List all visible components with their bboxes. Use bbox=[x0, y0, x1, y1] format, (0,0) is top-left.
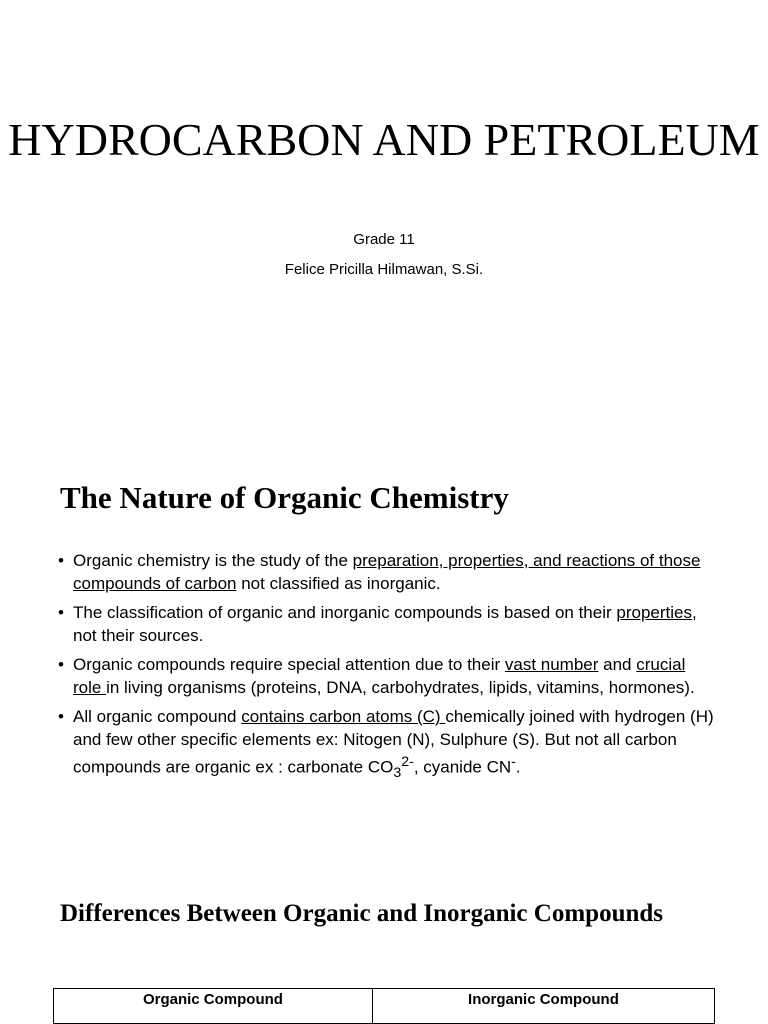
bullet-item bbox=[58, 602, 718, 647]
bullet-item bbox=[58, 550, 718, 595]
table-header-cell: Organic Compound bbox=[54, 989, 373, 1024]
section-heading-differences: Differences Between Organic and Inorganic Compounds bbox=[60, 900, 664, 927]
superscript: 2- bbox=[401, 754, 414, 770]
comparison-table bbox=[53, 988, 715, 1024]
bullet-text: All organic compound bbox=[73, 707, 242, 726]
bullet-text: and bbox=[598, 655, 637, 674]
superscript: - bbox=[511, 754, 516, 770]
table-header-cell: Inorganic Compound bbox=[372, 989, 714, 1024]
bullet-text: in living organisms (proteins, DNA, carbohydrates, lipids, vitamins, hormones). bbox=[106, 677, 695, 697]
bullet-text: Organic compounds require special attention due to their bbox=[73, 655, 505, 674]
subscript: 3 bbox=[393, 765, 402, 782]
bullet-text: , cyanide CN bbox=[413, 757, 512, 777]
grade-label: Grade 11 bbox=[353, 231, 415, 248]
bullet-list bbox=[58, 550, 718, 792]
underlined-text: vast number bbox=[504, 655, 599, 674]
bullet-text: not classified as inorganic. bbox=[236, 573, 441, 593]
bullet-text: , not their sources. bbox=[73, 603, 697, 645]
title-slide bbox=[0, 0, 768, 450]
table-header-row bbox=[54, 989, 715, 1024]
bullet-text: chemically joined with hydrogen (H) and few other specific elements ex: Nitogen (N), Sulphure (S). But not all carbon compounds are organic ex : carbonate CO bbox=[73, 707, 714, 777]
author-name: Felice Pricilla Hilmawan, S.Si. bbox=[284, 261, 484, 278]
bullet-text: The classification of organic and inorganic compounds is based on their bbox=[73, 603, 617, 622]
underlined-text: contains carbon atoms (C) bbox=[241, 707, 446, 726]
bullet-item bbox=[58, 706, 718, 785]
bullet-item bbox=[58, 654, 718, 699]
underlined-text: crucial role bbox=[73, 655, 686, 697]
underlined-text: properties bbox=[616, 603, 692, 622]
presentation-title: HYDROCARBON AND PETROLEUM bbox=[8, 114, 760, 165]
underlined-text: preparation, properties, and reactions of those compounds of carbon bbox=[73, 551, 701, 593]
bullet-text: . bbox=[515, 757, 521, 777]
bullet-text: Organic chemistry is the study of the bbox=[73, 551, 353, 570]
section-heading-nature: The Nature of Organic Chemistry bbox=[60, 480, 509, 515]
